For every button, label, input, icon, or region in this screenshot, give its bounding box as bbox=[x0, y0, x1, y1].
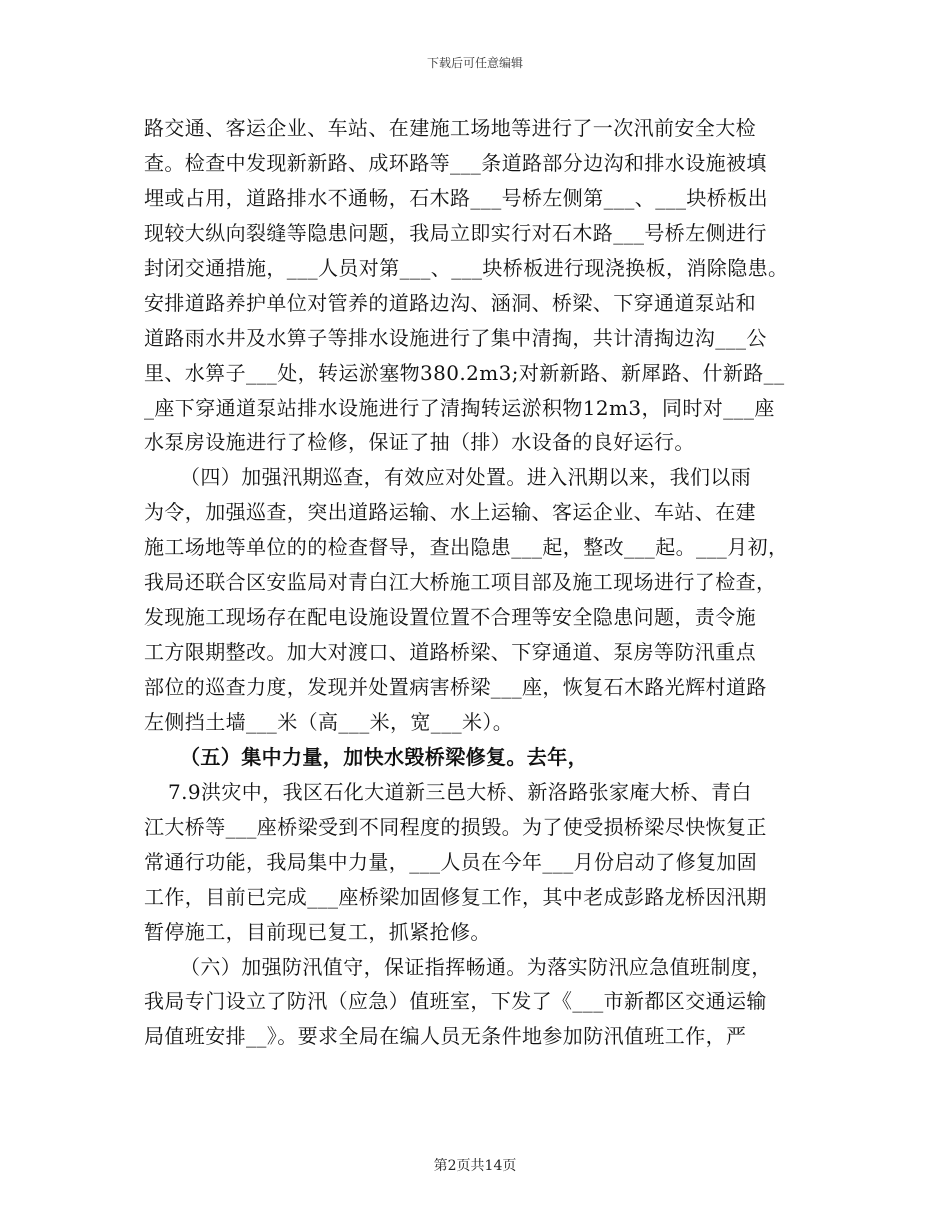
body-line: 水泵房设施进行了检修，保证了抽（排）水设备的良好运行。 bbox=[144, 430, 695, 455]
page-number: 第2页共14页 bbox=[433, 1158, 517, 1174]
body-line: 工方限期整改。加大对渡口、道路桥梁、下穿通道、泵房等防汛重点 bbox=[144, 640, 756, 665]
download-note: 下载后可任意编辑 bbox=[426, 56, 523, 70]
body-line: 道路雨水井及水箅子等排水设施进行了集中清掏，共计清掏边沟___公 bbox=[144, 325, 767, 350]
body-line: 施工场地等单位的的检查督导，查出隐患___起，整改___起。___月初， bbox=[144, 535, 789, 560]
body-line: 查。检查中发现新新路、成环路等___条道路部分边沟和排水设施被填 bbox=[144, 150, 767, 175]
body-line: 安排道路养护单位对管养的道路边沟、涵洞、桥梁、下穿通道泵站和 bbox=[144, 290, 756, 315]
body-line: 路交通、客运企业、车站、在建施工场地等进行了一次汛前安全大检 bbox=[144, 116, 756, 140]
document-body bbox=[144, 111, 824, 1054]
body-line: 我局专门设立了防汛（应急）值班室，下发了《___市新都区交通运输 bbox=[144, 989, 767, 1014]
section-heading-6: （六）加强防汛值守，保证指挥畅通。为落实防汛应急值班制度， bbox=[180, 954, 772, 979]
body-line: 封闭交通措施，___人员对第___、___块桥板进行现浇换板，消除隐患。 bbox=[144, 255, 789, 280]
body-line: 里、水箅子___处，转运淤塞物380.2m3;对新新路、新犀路、什新路__ bbox=[144, 360, 785, 385]
body-line: 局值班安排__》。要求全局在编人员无条件地参加防汛值班工作，严 bbox=[144, 1024, 747, 1049]
body-line: 我局还联合区安监局对青白江大桥施工项目部及施工现场进行了检查， bbox=[144, 570, 777, 595]
section-heading-4: （四）加强汛期巡查，有效应对处置。进入汛期以来，我们以雨 bbox=[180, 465, 752, 490]
section-heading-5: （五）集中力量，加快水毁桥梁修复。去年， bbox=[180, 744, 588, 769]
body-line: 江大桥等___座桥梁受到不同程度的损毁。为了使受损桥梁尽快恢复正 bbox=[144, 814, 767, 839]
body-line: 常通行功能，我局集中力量，___人员在今年___月份启动了修复加固 bbox=[144, 849, 758, 874]
body-line: 部位的巡查力度，发现并处置病害桥梁___座，恢复石木路光辉村道路 bbox=[144, 675, 767, 699]
body-line: 为令，加强巡查，突出道路运输、水上运输、客运企业、车站、在建 bbox=[144, 500, 756, 525]
body-line: 现较大纵向裂缝等隐患问题，我局立即实行对石木路___号桥左侧进行 bbox=[144, 220, 767, 245]
body-line: 埋或占用，道路排水不通畅，石木路___号桥左侧第___、___块桥板出 bbox=[144, 185, 768, 210]
body-line: 工作，目前已完成___座桥梁加固修复工作，其中老成彭路龙桥因汛期 bbox=[144, 884, 767, 909]
body-line: _座下穿通道泵站排水设施进行了清掏转运淤积物12m3，同时对___座 bbox=[144, 395, 775, 420]
body-line: 7.9洪灾中，我区石化大道新三邑大桥、新洛路张家庵大桥、青白 bbox=[168, 779, 752, 804]
body-line: 发现施工现场存在配电设施设置位置不合理等安全隐患问题，责令施 bbox=[144, 605, 756, 630]
body-line: 暂停施工，目前现已复工，抓紧抢修。 bbox=[144, 919, 491, 944]
body-line: 左侧挡土墙___米（高___米，宽___米）。 bbox=[144, 709, 514, 734]
